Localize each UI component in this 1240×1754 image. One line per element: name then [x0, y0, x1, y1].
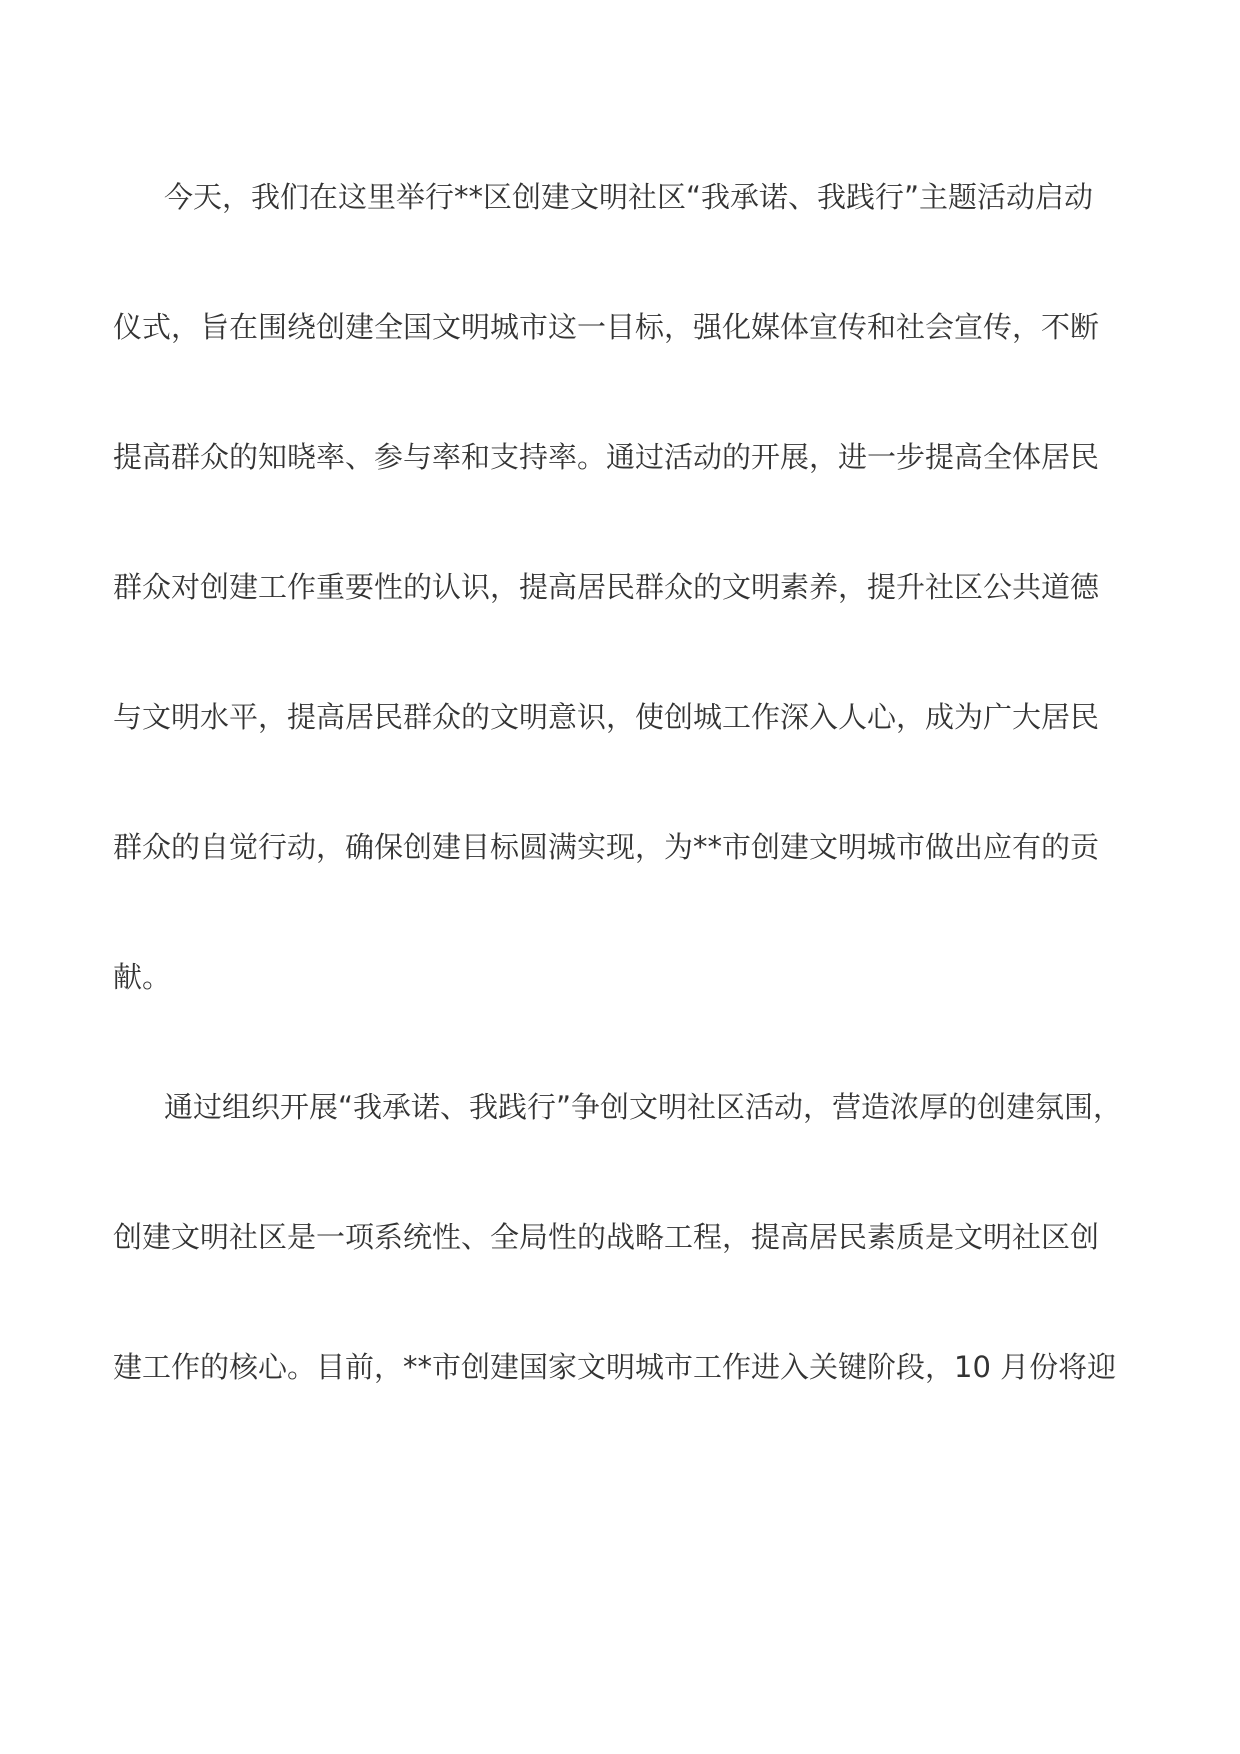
paragraph-1-line-2: 仪式，旨在围绕创建全国文明城市这一目标，强化媒体宣传和社会宣传，不断: [113, 310, 1100, 344]
paragraph-2-line-1: 通过组织开展“我承诺、我践行”争创文明社区活动，营造浓厚的创建氛围，: [164, 1090, 1123, 1124]
paragraph-1-line-5: 与文明水平，提高居民群众的文明意识，使创城工作深入人心，成为广大居民: [113, 700, 1100, 734]
paragraph-1-line-6: 群众的自觉行动，确保创建目标圆满实现，为**市创建文明城市做出应有的贡: [113, 830, 1100, 864]
paragraph-2-line-2: 创建文明社区是一项系统性、全局性的战略工程，提高居民素质是文明社区创: [113, 1220, 1100, 1254]
paragraph-1-line-1: 今天，我们在这里举行**区创建文明社区“我承诺、我践行”主题活动启动: [164, 180, 1094, 214]
paragraph-2-line-3: 建工作的核心。目前，**市创建国家文明城市工作进入关键阶段，10 月份将迎: [113, 1350, 1117, 1384]
paragraph-1-line-4: 群众对创建工作重要性的认识，提高居民群众的文明素养，提升社区公共道德: [113, 570, 1100, 604]
paragraph-1-line-7: 献。: [113, 960, 172, 994]
paragraph-1-line-3: 提高群众的知晓率、参与率和支持率。通过活动的开展，进一步提高全体居民: [113, 440, 1100, 474]
